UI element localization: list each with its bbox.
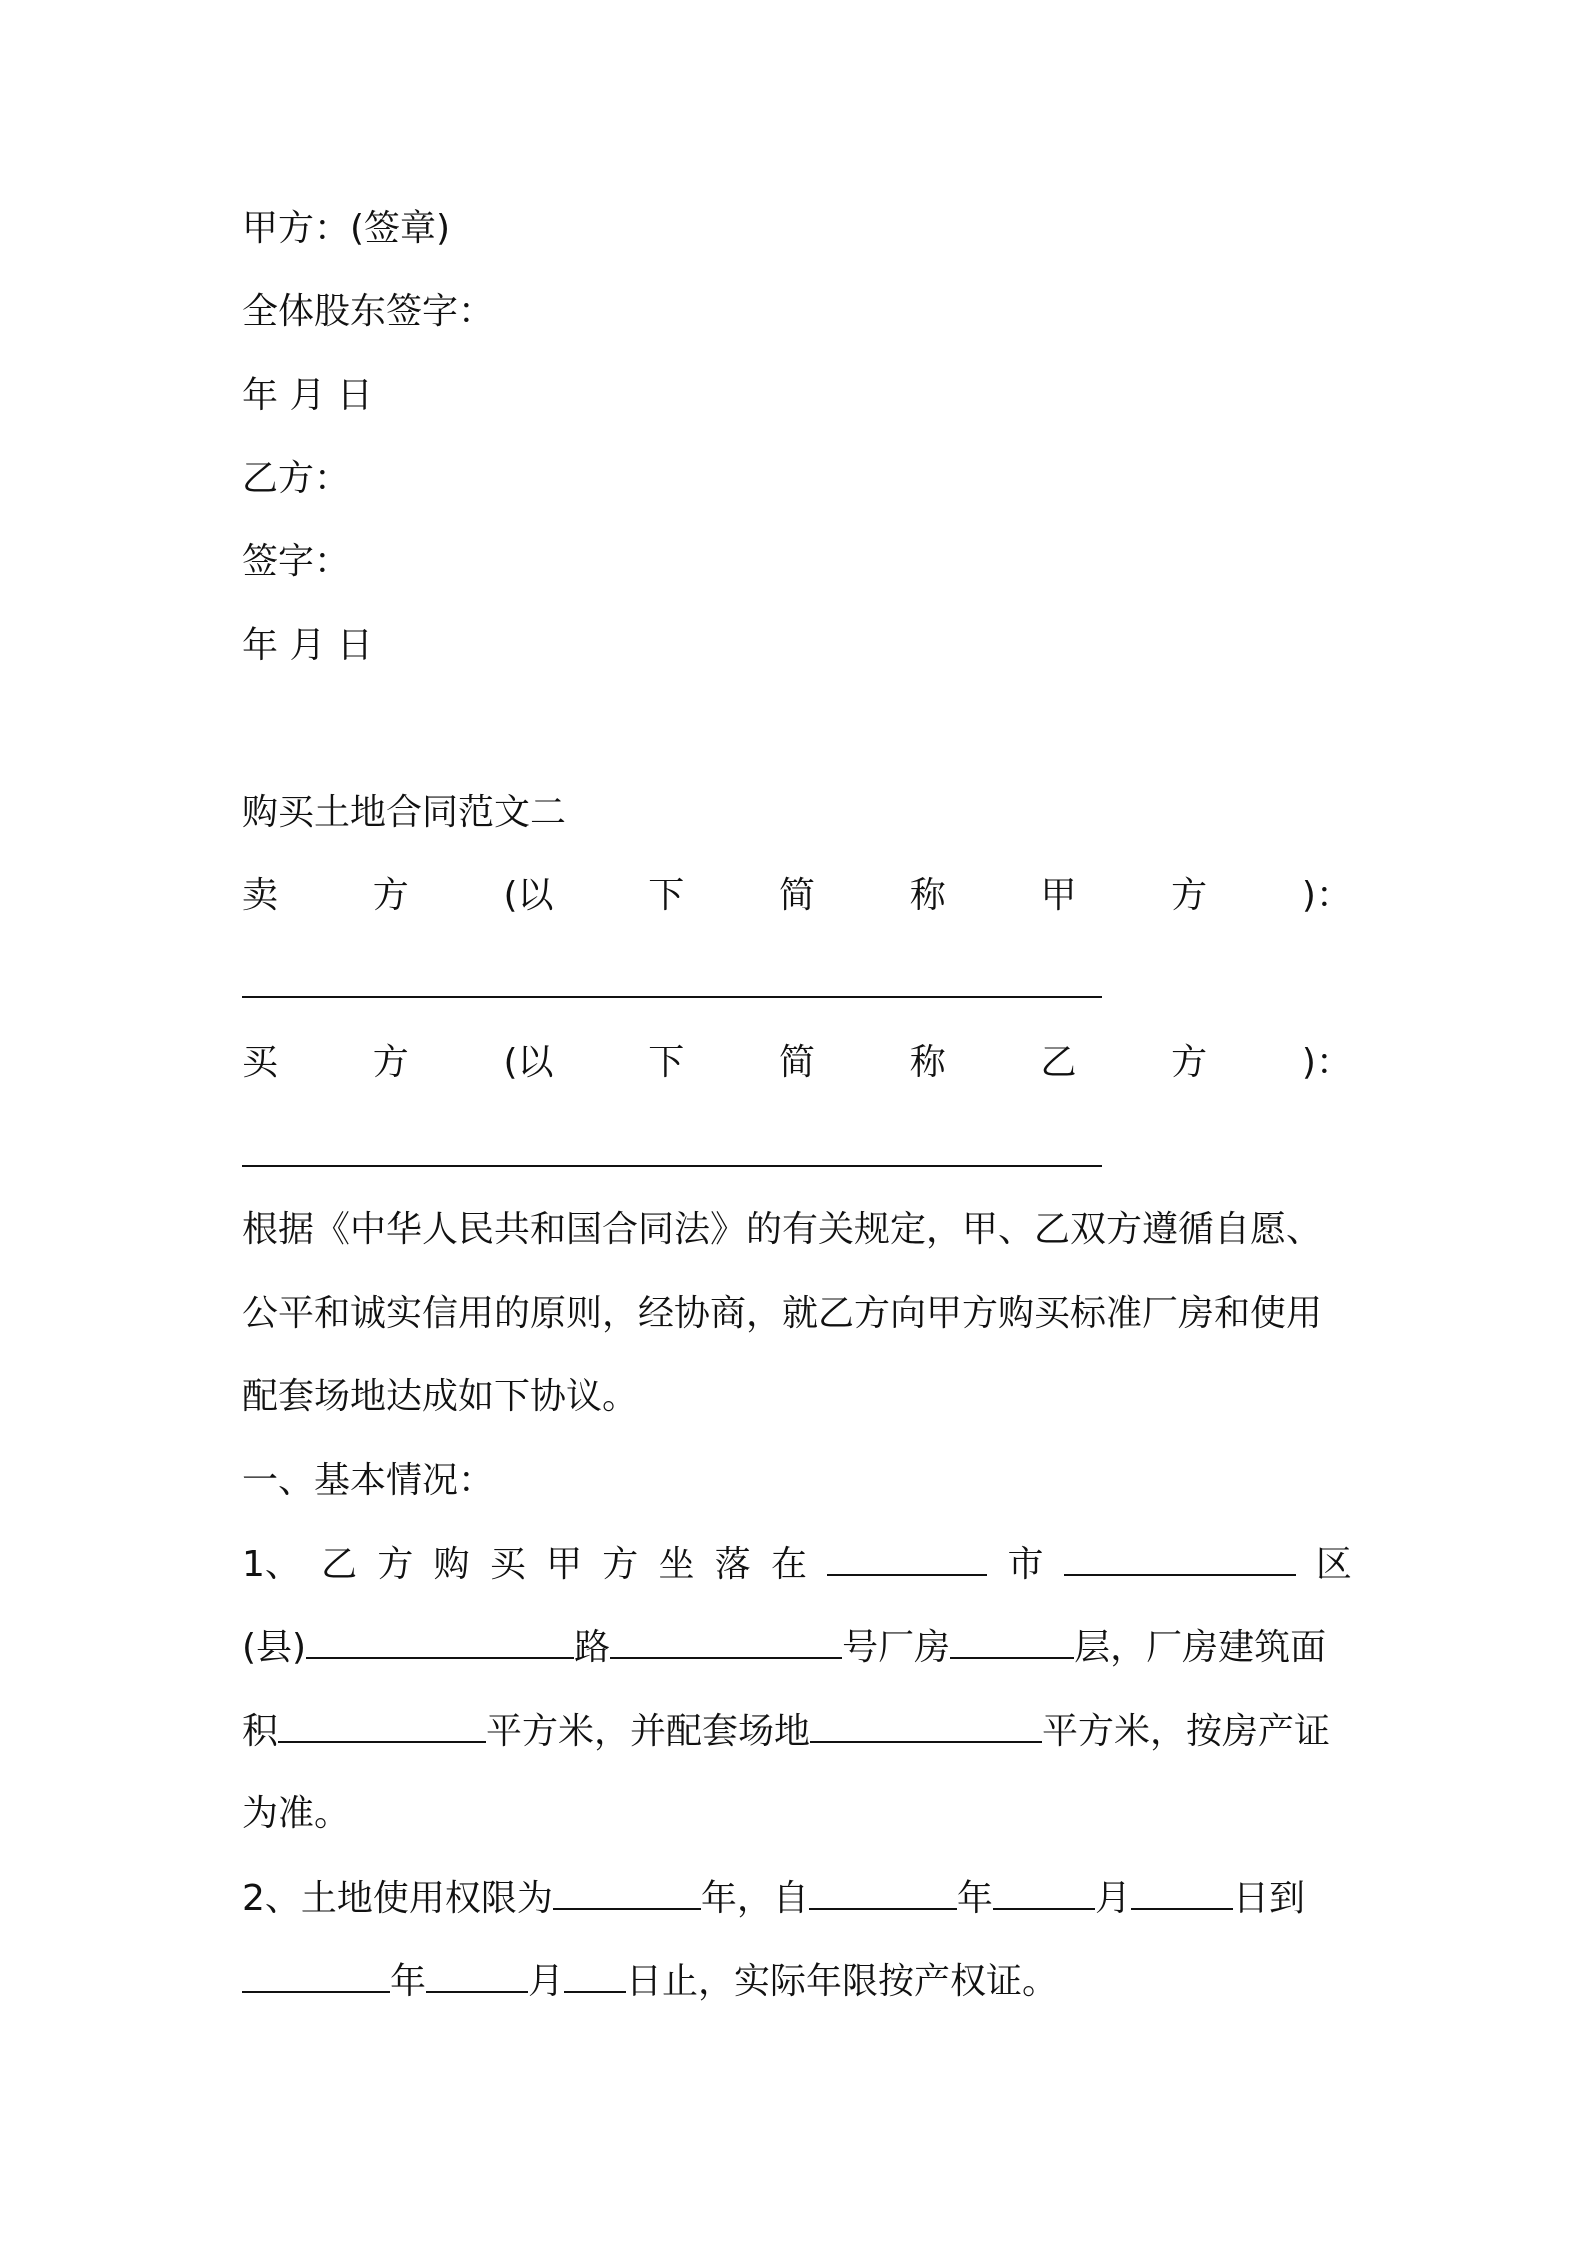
seller-line xyxy=(242,872,1352,920)
item-1-char: 乙 xyxy=(321,1544,358,1585)
buyer-char: 乙 xyxy=(1040,1042,1077,1083)
buyer-char: 下 xyxy=(648,1042,685,1083)
county-blank xyxy=(306,1623,574,1659)
item-1-char: 在 xyxy=(771,1544,808,1585)
end-day-blank xyxy=(564,1957,626,1993)
buyer-char: (以 xyxy=(503,1042,554,1083)
item-2-prefix: 2、土地使用权限为 xyxy=(242,1878,553,1919)
end-month-blank xyxy=(426,1957,528,1993)
date-line-1: 年 月 日 xyxy=(242,375,373,416)
seller-blank-rule xyxy=(242,996,1102,998)
buyer-char: 称 xyxy=(909,1042,946,1083)
day-to-label: 日到 xyxy=(1232,1878,1305,1919)
preamble-line: 配套场地达成如下协议。 xyxy=(242,1376,639,1417)
item-2-line-2 xyxy=(242,1957,1352,2006)
floor-blank xyxy=(950,1623,1074,1659)
year-label-2: 年 xyxy=(390,1961,427,2002)
start-day-blank xyxy=(1131,1874,1233,1910)
term-years-blank xyxy=(553,1874,701,1910)
buyer-blank-rule xyxy=(242,1165,1102,1167)
buyer-char: 方 xyxy=(372,1042,409,1083)
road-blank xyxy=(610,1623,842,1659)
item-1-line-4: 为准。 xyxy=(242,1793,351,1834)
month-label: 月 xyxy=(1094,1878,1131,1919)
year-label: 年 xyxy=(956,1878,993,1919)
seller-char: 下 xyxy=(648,875,685,916)
district-label: 区 xyxy=(1315,1544,1352,1585)
sign-line: 签字： xyxy=(242,541,351,582)
preamble-line: 公平和诚实信用的原则，经协商，就乙方向甲方购买标准厂房和使用 xyxy=(242,1293,1323,1334)
month-label-2: 月 xyxy=(528,1961,565,2002)
buyer-char: 方 xyxy=(1171,1042,1208,1083)
contract-title: 购买土地合同范文二 xyxy=(242,792,567,833)
road-label: 路 xyxy=(574,1627,611,1668)
item-1-line-3 xyxy=(242,1707,1352,1756)
seller-char: 卖 xyxy=(242,875,279,916)
preamble-line: 根据《中华人民共和国合同法》的有关规定，甲、乙双方遵循自愿、 xyxy=(242,1209,1323,1250)
site-area-blank xyxy=(810,1707,1042,1743)
party-b-line: 乙方： xyxy=(242,458,351,499)
buyer-line xyxy=(242,1039,1352,1087)
seller-char: )： xyxy=(1301,875,1352,916)
floor-suffix: 层，厂房建筑面 xyxy=(1074,1627,1327,1668)
year-from-label: 年，自 xyxy=(700,1878,809,1919)
area-prefix: 积 xyxy=(242,1711,279,1752)
item-2-end: 日止，实际年限按产权证。 xyxy=(626,1961,1059,2002)
item-1-line-2 xyxy=(242,1623,1352,1672)
seller-char: 称 xyxy=(909,875,946,916)
item-1-char: 落 xyxy=(714,1544,751,1585)
seller-char: 甲 xyxy=(1040,875,1077,916)
buyer-char: 买 xyxy=(242,1042,279,1083)
date-line-2: 年 月 日 xyxy=(242,625,373,666)
end-year-blank xyxy=(242,1957,390,1993)
city-blank xyxy=(827,1540,987,1576)
sqm-label-1: 平方米，并配套场地 xyxy=(486,1711,811,1752)
item-1-char: 坐 xyxy=(658,1544,695,1585)
county-label: (县) xyxy=(242,1627,307,1668)
start-month-blank xyxy=(993,1874,1095,1910)
item-1-char: 1、 xyxy=(242,1544,301,1585)
seller-char: 简 xyxy=(778,875,815,916)
building-area-blank xyxy=(278,1707,486,1743)
section-1-title: 一、基本情况： xyxy=(242,1460,495,1501)
sqm-label-2: 平方米，按房产证 xyxy=(1042,1711,1331,1752)
district-blank xyxy=(1064,1540,1296,1576)
shareholders-sign-line: 全体股东签字： xyxy=(242,291,495,332)
number-building-label: 号厂房 xyxy=(842,1627,951,1668)
item-1-char: 买 xyxy=(489,1544,526,1585)
item-2-line-1 xyxy=(242,1874,1352,1923)
seller-char: (以 xyxy=(503,875,554,916)
item-1-char: 甲 xyxy=(546,1544,583,1585)
party-a-seal-line: 甲方：(签章) xyxy=(242,208,451,249)
start-year-blank xyxy=(809,1874,957,1910)
item-1-line-1 xyxy=(242,1540,1352,1589)
city-label: 市 xyxy=(1007,1544,1044,1585)
item-1-char: 方 xyxy=(377,1544,414,1585)
seller-char: 方 xyxy=(1171,875,1208,916)
buyer-char: )： xyxy=(1301,1042,1352,1083)
item-1-char: 方 xyxy=(602,1544,639,1585)
item-1-char: 购 xyxy=(433,1544,470,1585)
buyer-char: 简 xyxy=(778,1042,815,1083)
seller-char: 方 xyxy=(372,875,409,916)
